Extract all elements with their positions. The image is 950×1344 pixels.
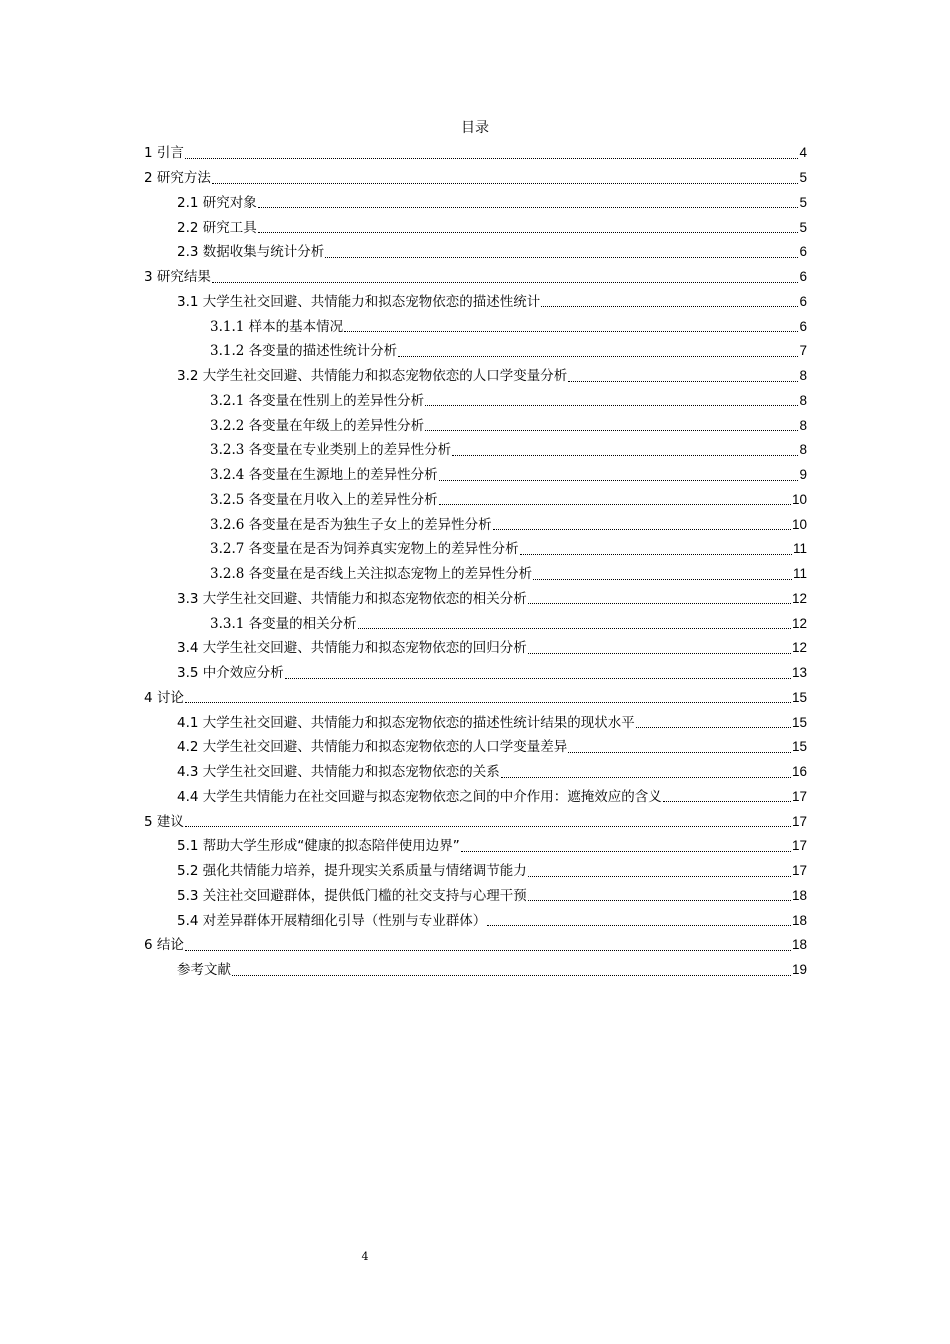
toc-entry-text: 5.3 关注社交回避群体，提供低门槛的社交支持与心理干预 <box>177 887 527 904</box>
toc-entry[interactable] <box>0 339 807 364</box>
toc-dot-leader <box>232 975 791 976</box>
toc-entry-page: 17 <box>791 863 807 879</box>
toc-entry-page: 5 <box>799 194 807 210</box>
toc-dot-leader <box>501 777 791 778</box>
toc-dot-leader <box>528 653 791 654</box>
toc-entry-page: 10 <box>791 491 807 507</box>
toc-title: 目录 <box>461 120 489 136</box>
toc-entry-text: 3.1.2 各变量的描述性统计分析 <box>210 343 398 360</box>
toc-entry-page: 12 <box>791 590 807 606</box>
toc-entry-page: 17 <box>791 838 807 854</box>
toc-entry-page: 18 <box>791 937 807 953</box>
toc-entry-text: 3.4 大学生社交回避、共情能力和拟态宠物依恋的回归分析 <box>177 640 527 657</box>
toc-entry-page: 6 <box>799 269 807 285</box>
toc-entry-page: 16 <box>791 764 807 780</box>
toc-dot-leader <box>258 207 799 208</box>
toc-entry[interactable] <box>0 389 807 414</box>
toc-entry-text: 5.2 强化共情能力培养，提升现实关系质量与情绪调节能力 <box>177 863 527 880</box>
toc-dot-leader <box>358 628 791 629</box>
toc-entry-text: 参考文献 <box>177 962 231 979</box>
toc-entry[interactable] <box>0 562 807 587</box>
toc-entry-text: 2.3 数据收集与统计分析 <box>177 244 325 261</box>
toc-dot-leader <box>493 529 791 530</box>
toc-entry-page: 15 <box>791 739 807 755</box>
toc-entry-page: 8 <box>799 392 807 408</box>
toc-entry-page: 11 <box>792 566 807 582</box>
toc-entry-text: 1 引言 <box>144 145 184 162</box>
toc-entry-text: 3.2.2 各变量在年级上的差异性分析 <box>210 417 425 434</box>
toc-entry-text: 3.1 大学生社交回避、共情能力和拟态宠物依恋的描述性统计 <box>177 293 541 310</box>
toc-entry[interactable] <box>0 191 807 216</box>
toc-entry-text: 5 建议 <box>144 813 184 830</box>
toc-entry-page: 17 <box>791 788 807 804</box>
toc-dot-leader <box>568 752 791 753</box>
toc-entry[interactable] <box>0 859 807 884</box>
toc-dot-leader <box>212 282 799 283</box>
toc-entry-text: 3.3.1 各变量的相关分析 <box>210 615 357 632</box>
toc-entry[interactable] <box>0 314 807 339</box>
toc-entry[interactable] <box>0 364 807 389</box>
toc-entry-page: 12 <box>791 640 807 656</box>
toc-entry[interactable] <box>0 265 807 290</box>
toc-entry[interactable] <box>0 884 807 909</box>
toc-entry-page: 8 <box>799 417 807 433</box>
toc-entry-page: 11 <box>792 541 807 557</box>
toc-entry-page: 4 <box>799 145 807 161</box>
toc-dot-leader <box>185 702 791 703</box>
toc-dot-leader <box>533 579 792 580</box>
toc-entry[interactable] <box>0 290 807 315</box>
toc-entry-text: 3.2.7 各变量在是否为饲养真实宠物上的差异性分析 <box>210 541 519 558</box>
toc-dot-leader <box>528 900 791 901</box>
toc-entry[interactable] <box>0 438 807 463</box>
toc-entry-text: 5.1 帮助大学生形成“健康的拟态陪伴使用边界” <box>177 838 460 855</box>
page-number: 4 <box>361 1250 369 1263</box>
toc-entry[interactable] <box>0 908 807 933</box>
toc-entry-text: 3.2.6 各变量在是否为独生子女上的差异性分析 <box>210 516 492 533</box>
toc-dot-leader <box>461 851 791 852</box>
toc-dot-leader <box>185 826 791 827</box>
toc-entry-page: 10 <box>791 516 807 532</box>
toc-entry-page: 15 <box>791 689 807 705</box>
toc-entry-page: 6 <box>799 318 807 334</box>
toc-dot-leader <box>325 257 798 258</box>
toc-entry[interactable] <box>0 215 807 240</box>
toc-entry[interactable] <box>0 958 807 983</box>
toc-dot-leader <box>185 950 791 951</box>
toc-entry[interactable] <box>0 413 807 438</box>
toc-entry-text: 5.4 对差异群体开展精细化引导（性别与专业群体） <box>177 912 487 929</box>
toc-entry-text: 4.3 大学生社交回避、共情能力和拟态宠物依恋的关系 <box>177 764 500 781</box>
toc-dot-leader <box>398 356 798 357</box>
toc-entry[interactable] <box>0 735 807 760</box>
toc-entry-page: 8 <box>799 442 807 458</box>
toc-entry-text: 4.2 大学生社交回避、共情能力和拟态宠物依恋的人口学变量差异 <box>177 739 568 756</box>
toc-entry-page: 17 <box>791 813 807 829</box>
toc-entry-page: 18 <box>791 912 807 928</box>
toc-dot-leader <box>212 183 799 184</box>
toc-entry-text: 2.2 研究工具 <box>177 219 257 236</box>
toc-entry[interactable] <box>0 834 807 859</box>
toc-entry-text: 3.2.5 各变量在月收入上的差异性分析 <box>210 491 438 508</box>
toc-entry-text: 3.2.1 各变量在性别上的差异性分析 <box>210 392 425 409</box>
toc-entry-text: 6 结论 <box>144 937 184 954</box>
toc-entry[interactable] <box>0 686 807 711</box>
toc-entry[interactable] <box>0 587 807 612</box>
toc-dot-leader <box>663 801 791 802</box>
toc-dot-leader <box>439 504 791 505</box>
toc-entry[interactable] <box>0 488 807 513</box>
toc-entry-text: 3.2 大学生社交回避、共情能力和拟态宠物依恋的人口学变量分析 <box>177 368 568 385</box>
table-of-contents <box>0 141 950 983</box>
toc-entry[interactable] <box>0 809 807 834</box>
toc-entry-page: 6 <box>799 244 807 260</box>
toc-entry-page: 8 <box>799 368 807 384</box>
toc-entry-text: 3.5 中介效应分析 <box>177 665 284 682</box>
toc-entry-text: 3.2.4 各变量在生源地上的差异性分析 <box>210 467 438 484</box>
toc-dot-leader <box>452 455 798 456</box>
toc-dot-leader <box>439 480 799 481</box>
toc-dot-leader <box>520 554 792 555</box>
toc-entry-text: 4.1 大学生社交回避、共情能力和拟态宠物依恋的描述性统计结果的现状水平 <box>177 714 635 731</box>
toc-entry[interactable] <box>0 240 807 265</box>
toc-entry-page: 6 <box>799 293 807 309</box>
toc-dot-leader <box>541 306 798 307</box>
toc-dot-leader <box>487 925 791 926</box>
toc-entry-page: 7 <box>799 343 807 359</box>
toc-entry-text: 4.4 大学生共情能力在社交回避与拟态宠物依恋之间的中介作用：遮掩效应的含义 <box>177 788 662 805</box>
toc-entry-text: 3.2.8 各变量在是否线上关注拟态宠物上的差异性分析 <box>210 566 533 583</box>
toc-entry-page: 5 <box>799 219 807 235</box>
toc-entry[interactable] <box>0 785 807 810</box>
toc-entry-text: 3.1.1 样本的基本情况 <box>210 318 344 335</box>
toc-entry-text: 3 研究结果 <box>144 269 211 286</box>
toc-entry[interactable] <box>0 933 807 958</box>
toc-entry-page: 13 <box>791 665 807 681</box>
toc-entry-text: 3.2.3 各变量在专业类别上的差异性分析 <box>210 442 452 459</box>
toc-entry[interactable] <box>0 141 807 166</box>
toc-dot-leader <box>568 381 798 382</box>
toc-dot-leader <box>425 430 798 431</box>
toc-entry[interactable] <box>0 760 807 785</box>
toc-dot-leader <box>425 405 798 406</box>
toc-entry-text: 4 讨论 <box>144 689 184 706</box>
toc-entry[interactable] <box>0 537 807 562</box>
toc-entry-text: 2.1 研究对象 <box>177 194 257 211</box>
toc-dot-leader <box>185 158 799 159</box>
toc-entry-page: 5 <box>799 170 807 186</box>
toc-entry[interactable] <box>0 611 807 636</box>
toc-entry-page: 18 <box>791 887 807 903</box>
toc-entry[interactable] <box>0 661 807 686</box>
toc-entry-text: 3.3 大学生社交回避、共情能力和拟态宠物依恋的相关分析 <box>177 590 527 607</box>
toc-dot-leader <box>528 603 791 604</box>
toc-entry-page: 9 <box>799 467 807 483</box>
toc-entry[interactable] <box>0 512 807 537</box>
toc-dot-leader <box>528 876 791 877</box>
toc-dot-leader <box>285 678 791 679</box>
toc-entry[interactable] <box>0 710 807 735</box>
toc-entry[interactable] <box>0 166 807 191</box>
toc-dot-leader <box>636 727 791 728</box>
toc-entry-page: 12 <box>791 615 807 631</box>
toc-entry-page: 19 <box>791 962 807 978</box>
toc-entry[interactable] <box>0 636 807 661</box>
toc-entry-text: 2 研究方法 <box>144 170 211 187</box>
toc-entry[interactable] <box>0 463 807 488</box>
toc-dot-leader <box>258 232 799 233</box>
toc-entry-page: 15 <box>791 714 807 730</box>
toc-dot-leader <box>344 331 798 332</box>
